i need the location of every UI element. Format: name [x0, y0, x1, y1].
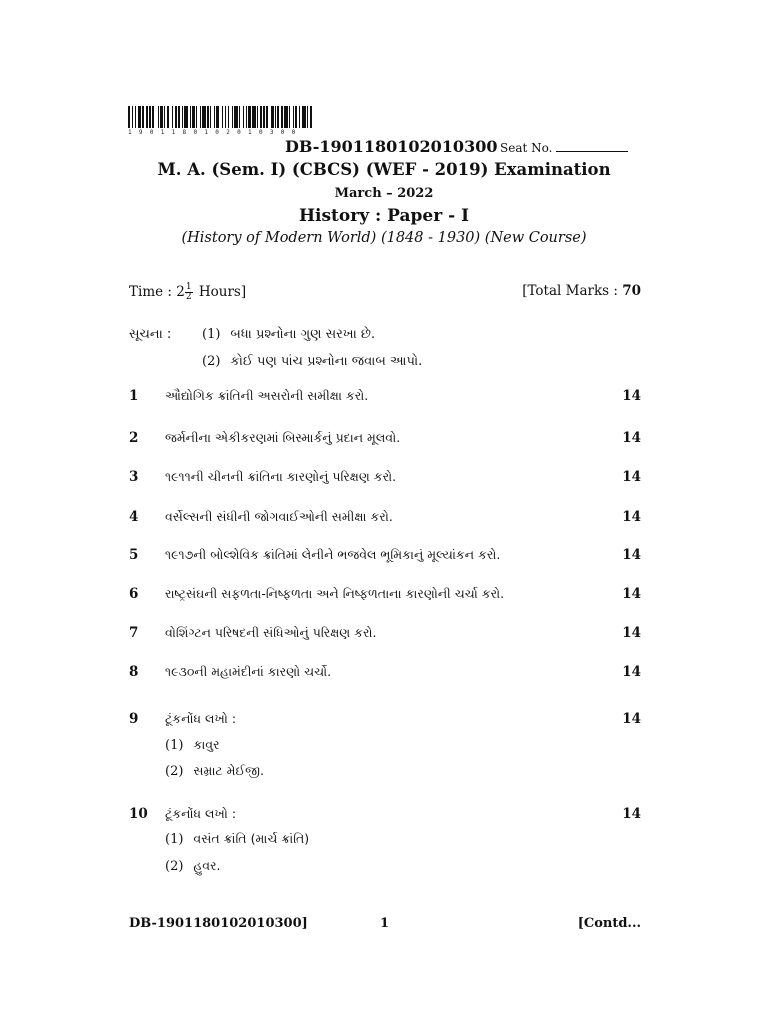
- sub-question-number: (2): [165, 764, 184, 779]
- question-3: [0, 469, 768, 489]
- question-text: વોશિંગ્ટન પરિષદની સંધિઓનું પરિક્ષણ કરો.: [165, 625, 377, 640]
- question-9: [0, 711, 768, 731]
- question-8: [0, 664, 768, 684]
- question-number: 8: [129, 664, 139, 680]
- sub-question: [165, 858, 221, 874]
- sub-question-text: કાવુર: [193, 737, 220, 752]
- time-label: Time : 2: [129, 284, 185, 300]
- question-1: [0, 388, 768, 408]
- question-number: 1: [129, 388, 139, 404]
- question-text: ઔદ્યોગિક ક્રાંતિની અસરોની સમીક્ષા કરો.: [165, 388, 369, 403]
- total-marks: [522, 283, 641, 299]
- exam-month: March – 2022: [334, 186, 434, 201]
- sub-question-number: (2): [165, 859, 184, 874]
- question-text: વર્સેલ્સની સંધીની જોગવાઈઓની સમીક્ષા કરો.: [165, 509, 393, 524]
- continued-label: [Contd...: [577, 916, 641, 931]
- question-number: 5: [129, 547, 139, 563]
- instruction-number: (1): [202, 327, 221, 342]
- total-marks-value: 70: [622, 283, 641, 299]
- sub-question-text: વસંત ક્રાંતિ (માર્ચ ક્રાંતિ): [193, 831, 310, 846]
- question-marks: 14: [622, 586, 641, 602]
- barcode: [128, 106, 474, 138]
- question-number: 4: [129, 509, 139, 525]
- question-4: [0, 509, 768, 529]
- total-marks-label: [Total Marks :: [522, 283, 623, 299]
- footer-code: DB-1901180102010300]: [129, 916, 308, 931]
- time-fraction: [185, 283, 193, 302]
- instructions-label: સૂચના :: [129, 327, 172, 342]
- barcode-digits: 1901180102010300: [128, 129, 303, 136]
- question-marks: 14: [622, 547, 641, 563]
- sub-question: [165, 737, 220, 753]
- sub-question-text: સમ્રાટ મેઈજી.: [193, 763, 264, 778]
- question-text: રાષ્ટ્રસંઘની સફળતા-નિષ્ફળતા અને નિષ્ફળતાના કારણોની ચર્ચા કરો.: [165, 586, 505, 601]
- seat-blank-line: [556, 151, 628, 152]
- question-10: [0, 806, 768, 826]
- question-marks: 14: [622, 388, 641, 404]
- question-number: 10: [129, 806, 148, 822]
- question-2: [0, 430, 768, 450]
- question-marks: 14: [622, 664, 641, 680]
- sub-question-number: (1): [165, 738, 184, 753]
- sub-question: [165, 831, 309, 847]
- page-number: 1: [380, 916, 390, 931]
- seat-label: Seat No.: [500, 141, 553, 155]
- question-marks: 14: [622, 509, 641, 525]
- question-marks: 14: [622, 806, 641, 822]
- question-text: ૧૯૩૦ની મહામંદીનાં કારણો ચર્ચો.: [165, 664, 332, 679]
- question-6: [0, 586, 768, 606]
- barcode-bars: [128, 106, 474, 128]
- question-marks: 14: [622, 711, 641, 727]
- question-5: [0, 547, 768, 567]
- subject-title: History : Paper - I: [298, 206, 470, 226]
- question-number: 2: [129, 430, 139, 446]
- sub-question-number: (1): [165, 832, 184, 847]
- seat-number: [500, 141, 628, 155]
- exam-title: M. A. (Sem. I) (CBCS) (WEF - 2019) Examination: [157, 160, 611, 179]
- barcode-bar: [312, 106, 313, 128]
- instruction-number: (2): [202, 354, 221, 369]
- question-number: 3: [129, 469, 139, 485]
- instruction-text: બધા પ્રશ્નોના ગુણ સરખા છે.: [230, 327, 376, 342]
- fraction-denominator: 2: [185, 292, 192, 302]
- time-unit: Hours]: [194, 284, 247, 300]
- question-number: 9: [129, 711, 139, 727]
- question-text: જર્મનીના એકીકરણમાં બિસ્માર્કનું પ્રદાન મૂલવો.: [165, 430, 401, 445]
- question-7: [0, 625, 768, 645]
- question-text: ૧૯૧૧ની ચીનની ક્રાંતિના કારણોનું પરિક્ષણ કરો.: [165, 469, 397, 484]
- question-number: 6: [129, 586, 139, 602]
- course-title: (History of Modern World) (1848 - 1930) (New Course): [181, 230, 587, 246]
- time-allowed: [129, 283, 246, 302]
- sub-question: [165, 763, 264, 779]
- fraction-numerator: 1: [185, 282, 192, 292]
- question-marks: 14: [622, 430, 641, 446]
- question-text: ૧૯૧૭ની બોલ્શેવિક ક્રાંતિમાં લેનીને ભજવેલ ભૂમિકાનું મૂલ્યાંકન કરો.: [165, 547, 501, 562]
- sub-question-text: હુવર.: [193, 858, 221, 873]
- instruction-text: કોઈ પણ પાંચ પ્રશ્નોના જવાબ આપો.: [230, 354, 423, 369]
- question-marks: 14: [622, 469, 641, 485]
- question-text: ટૂંકનોંધ લખો :: [165, 711, 237, 726]
- question-marks: 14: [622, 625, 641, 641]
- instruction-item: [202, 327, 375, 342]
- question-number: 7: [129, 625, 139, 641]
- paper-code: DB-1901180102010300: [285, 137, 498, 156]
- question-text: ટૂંકનોંધ લખો :: [165, 806, 237, 821]
- instruction-item: [202, 354, 422, 369]
